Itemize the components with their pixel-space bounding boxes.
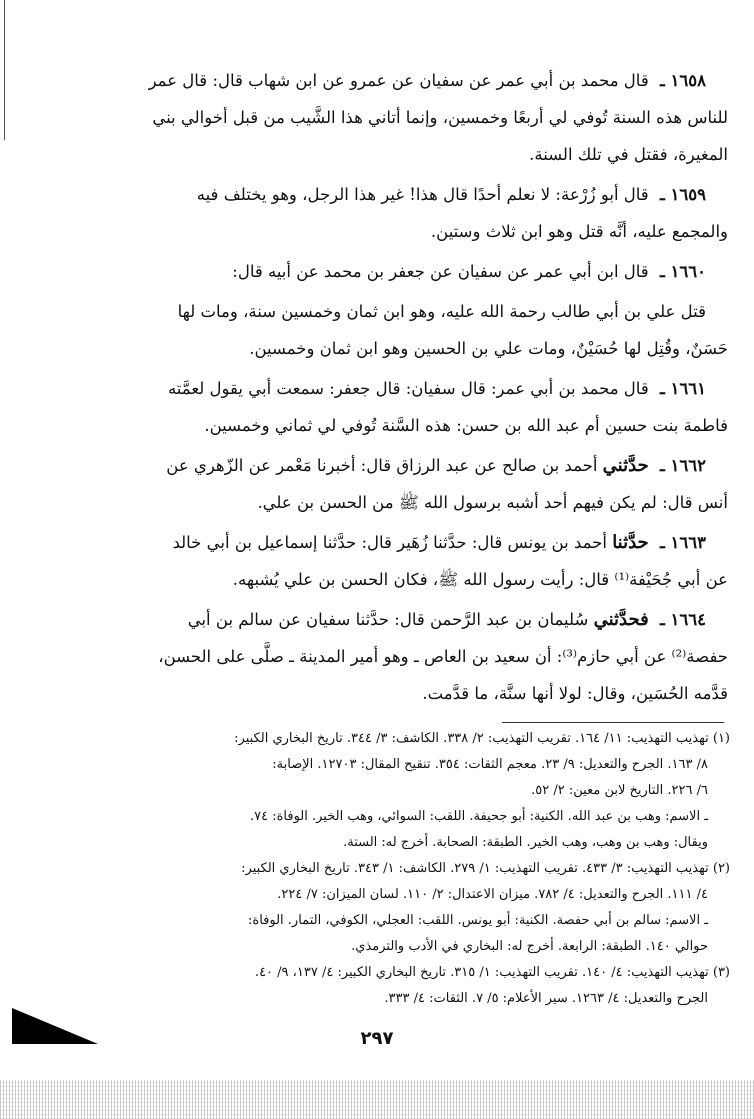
hadith-number: ١٦٦٢ ـ xyxy=(659,456,706,475)
text-line xyxy=(58,561,728,598)
text-line xyxy=(58,447,728,484)
margin-rule xyxy=(4,0,5,140)
footnote-line: ـ الاسم: وهب بن عبد الله. الكنية: أبو جحيفة. اللقب: السوائي، وهب الخير. الوفاة: ٧٤. xyxy=(249,809,708,824)
footnote-line: ٦/ ٢٢٦. التاريخ لابن معين: ٢/ ٥٢. xyxy=(531,783,708,798)
hadith-number: ١٦٥٨ ـ xyxy=(659,71,706,90)
text-line xyxy=(58,99,728,136)
footnote-line: (٢) تهذيب التهذيب: ٣/ ٤٣٣. تقريب التهذيب: ١/ ٢٧٩. الكاشف: ١/ ٣٤٣. تاريخ البخاري الكبير: xyxy=(241,861,730,876)
text-line xyxy=(58,601,728,638)
hadith-number: ١٦٦٠ ـ xyxy=(659,262,706,281)
text-line xyxy=(58,484,728,521)
line-text: أحمد بن صالح عن عبد الرزاق قال: أخبرنا مَعْمر عن الزّهري عن xyxy=(166,456,598,475)
main-text xyxy=(58,62,728,715)
footnote-line: (١) تهذيب التهذيب: ١١/ ١٦٤. تقريب التهذيب: ٢/ ٣٣٨. الكاشف: ٣/ ٣٤٤. تاريخ البخاري الكبير: xyxy=(234,731,730,746)
text-line xyxy=(58,62,728,99)
footnote-line: ويقال: وهب بن وهب، وهب الخير. الطبقة: الصحابة. أخرج له: الستة. xyxy=(343,835,708,850)
hadith-paragraph xyxy=(58,601,728,712)
line-text: حَسَنٌ، وقُتِل لها حُسَيْنٌ، ومات علي بن الحسين وهو ابن ثمان وخمسين. xyxy=(249,339,728,358)
footnote-line: (٣) تهذيب التهذيب: ٤/ ١٤٠. تقريب التهذيب: ١/ ٣١٥. تاريخ البخاري الكبير: ٤/ ١٣٧، ٩/ ٤٠. xyxy=(254,965,730,980)
text-line xyxy=(58,213,728,250)
hadith-paragraph xyxy=(58,253,728,290)
text-line xyxy=(58,253,728,290)
line-text: قال محمد بن أبي عمر: قال سفيان: قال جعفر: سمعت أبي يقول لعمَّته xyxy=(167,379,649,398)
line-text: حفصة⁽²⁾ عن أبي حازم⁽³⁾: أن سعيد بن العاص ـ وهو أمير المدينة ـ صلَّى على الحسن، xyxy=(158,647,728,666)
line-text: أنس قال: لم يكن فيهم أحد أشبه برسول الله ﷺ من الحسن بن علي. xyxy=(257,493,728,512)
line-text: فاطمة بنت حسين أم عبد الله بن حسن: هذه السَّنة تُوفي لي ثماني وخمسين. xyxy=(204,416,728,435)
text-line xyxy=(58,176,728,213)
corner-triangle-mark xyxy=(12,1008,98,1044)
line-text: قتل علي بن أبي طالب رحمة الله عليه، وهو ابن ثمان وخمسين سنة، ومات لها xyxy=(177,302,706,321)
text-line xyxy=(58,330,728,367)
narration-keyword: حدَّثنا xyxy=(612,532,649,553)
line-text: قدَّمه الحُسَين، وقال: لولا أنها سنَّة، ما قدَّمت. xyxy=(422,684,728,703)
line-text: للناس هذه السنة تُوفي لي أربعًا وخمسين، وإنما أتاني هذا الشَّيب من قبل أخوالي بني xyxy=(152,108,728,127)
narration-keyword: فحدَّثني xyxy=(593,609,649,630)
text-line xyxy=(58,407,728,444)
line-text: عن أبي جُحَيْفة⁽¹⁾ قال: رأيت رسول الله ﷺ، فكان الحسن بن علي يُشبهه. xyxy=(232,570,728,589)
footnote-line: ـ الاسم: سالم بن أبي حفصة. الكنية: أبو يونس. اللقب: العجلي، الكوفي، التمار. الوفاة: xyxy=(248,913,708,928)
text-line xyxy=(58,675,728,712)
line-text: المغيرة، فقتل في تلك السنة. xyxy=(529,145,728,164)
line-text: قال محمد بن أبي عمر عن سفيان عن عمرو عن ابن شهاب قال: قال عمر xyxy=(148,71,649,90)
line-text: أحمد بن يونس قال: حدَّثنا زُهَير قال: حدَّثنا إسماعيل بن أبي خالد xyxy=(172,533,607,552)
footnote-line: ٤/ ١١١. الجرح والتعديل: ٤/ ٧٨٢. ميزان الاعتدال: ٢/ ١١٠. لسان الميزان: ٧/ ٢٢٤. xyxy=(277,887,708,902)
text-line xyxy=(58,638,728,675)
text-line xyxy=(58,370,728,407)
hadith-paragraph xyxy=(58,293,728,367)
hadith-paragraph xyxy=(58,62,728,173)
text-line xyxy=(58,524,728,561)
line-text: قال ابن أبي عمر عن سفيان عن جعفر بن محمد عن أبيه قال: xyxy=(232,262,649,281)
line-text: والمجمع عليه، أنَّه قتل وهو ابن ثلاث وستين. xyxy=(430,222,728,241)
hadith-paragraph xyxy=(58,524,728,598)
hadith-number: ١٦٦١ ـ xyxy=(659,379,706,398)
footnote-line: ٨/ ١٦٣. الجرح والتعديل: ٩/ ٢٣. معجم الثقات: ٣٥٤. تنقيح المقال: ١٢٧٠٣. الإصابة: xyxy=(272,757,708,772)
page-number: ٢٩٧ xyxy=(360,1028,394,1049)
line-text: سُليمان بن عبد الرَّحمن قال: حدَّثنا سفيان عن سالم بن أبي xyxy=(187,610,589,629)
hadith-paragraph xyxy=(58,447,728,521)
footnotes xyxy=(50,726,730,1012)
narration-keyword: حدَّثني xyxy=(602,455,649,476)
hadith-number: ١٦٦٣ ـ xyxy=(659,533,706,552)
scan-noise-strip xyxy=(0,1080,754,1119)
hadith-number: ١٦٥٩ ـ xyxy=(659,185,706,204)
text-line xyxy=(58,136,728,173)
hadith-paragraph xyxy=(58,370,728,444)
footnote-separator xyxy=(502,722,724,723)
footnote-line: حوالي ١٤٠. الطبقة: الرابعة. أخرج له: البخاري في الأدب والترمذي. xyxy=(351,939,708,954)
text-line xyxy=(58,293,728,330)
footnote-line: الجرح والتعديل: ٤/ ١٢٦٣. سير الأعلام: ٥/ ٧. الثقات: ٤/ ٣٣٣. xyxy=(384,991,708,1006)
line-text: قال أبو زُرْعة: لا نعلم أحدًا قال هذا! غير هذا الرجل، وهو يختلف فيه xyxy=(196,185,649,204)
hadith-paragraph xyxy=(58,176,728,250)
hadith-number: ١٦٦٤ ـ xyxy=(659,610,706,629)
